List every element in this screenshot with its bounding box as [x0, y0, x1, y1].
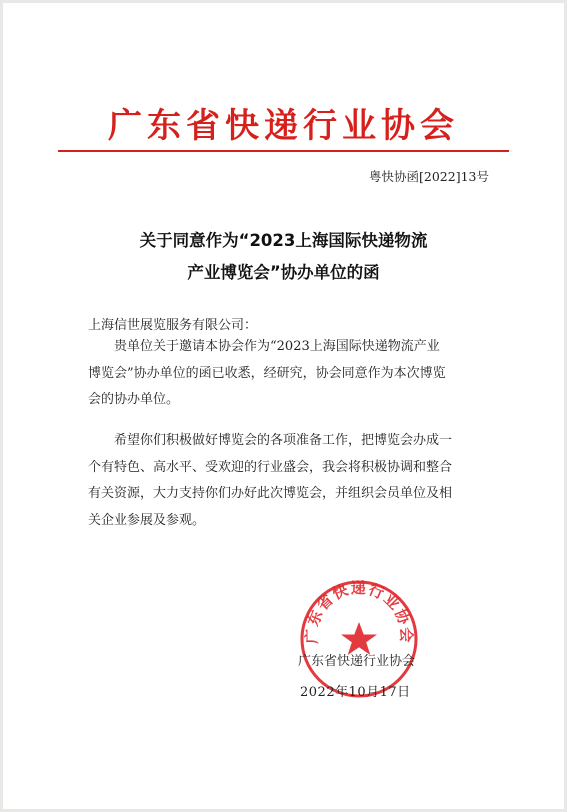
- paragraph-2-line: 关企业参展及参观。: [88, 512, 206, 528]
- document-number: 粤快协函[2022]13号: [369, 169, 489, 184]
- paragraph-2-line: 希望你们积极做好博览会的各项准备工作，把博览会办成一: [114, 433, 453, 448]
- letterhead-divider: [58, 150, 509, 152]
- document-title-line-1: 关于同意作为“2023上海国际快递物流: [139, 231, 428, 250]
- paragraph-2-line: 有关资源，大力支持你们办好此次博览会，并组织会员单位及相: [88, 486, 453, 501]
- paragraph-1-line: 会的协办单位。: [88, 392, 180, 407]
- paragraph-2-line: 个有特色、高水平、受欢迎的行业盛会，我会将积极协调和整合: [88, 459, 453, 475]
- document-title-line-2: 产业博览会”协办单位的函: [187, 263, 380, 282]
- salutation: 上海信世展览服务有限公司：: [88, 318, 258, 333]
- document-title: [0, 225, 567, 289]
- signature-organization: 广东省快递行业协会: [298, 654, 416, 669]
- body-paragraph-1: [88, 334, 483, 414]
- seal-text: 广东省快递行业协会: [302, 579, 416, 644]
- signature-date: 2022年10月17日: [300, 685, 411, 700]
- paragraph-1-line: 贵单位关于邀请本协会作为“2023上海国际快递物流产业: [114, 339, 440, 354]
- paragraph-1-line: 博览会”协办单位的函已收悉，经研究，协会同意作为本次博览: [88, 365, 446, 381]
- letterhead-title: 广东省快递行业协会: [108, 106, 459, 146]
- body-paragraph-2: [88, 428, 483, 534]
